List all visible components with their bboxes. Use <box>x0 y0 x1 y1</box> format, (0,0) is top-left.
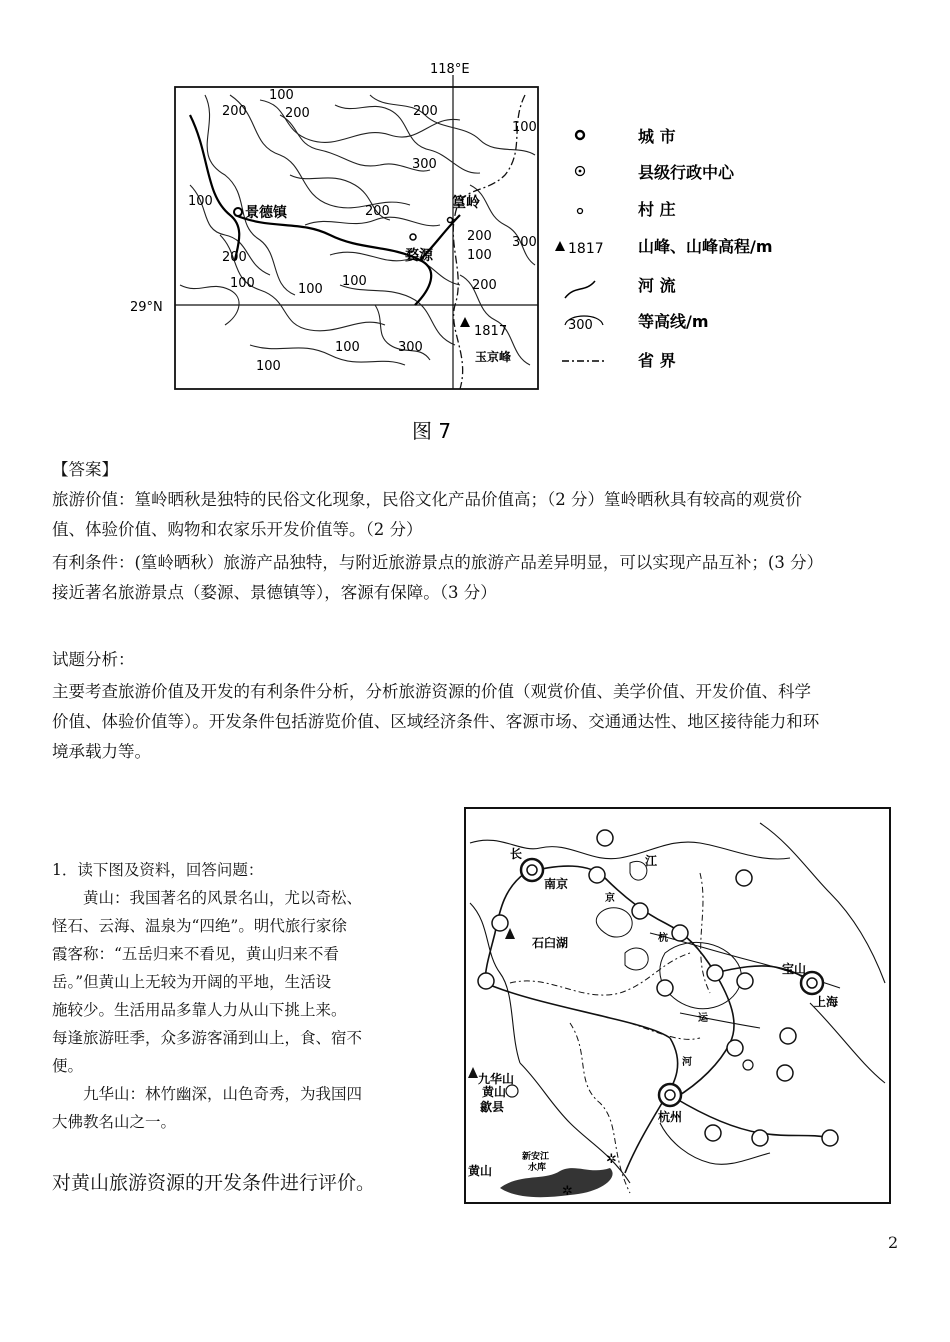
question-line1: 1．读下图及资料，回答问题： <box>52 861 264 879</box>
svg-text:水库: 水库 <box>528 1163 547 1173</box>
svg-text:200: 200 <box>413 104 438 119</box>
svg-text:黄山: 黄山 <box>482 1085 507 1099</box>
svg-text:200: 200 <box>222 250 247 265</box>
huangling-label: 篁岭 <box>452 195 480 211</box>
question-line4: 霞客称：“五岳归来不看见，黄山归来不看 <box>52 945 339 963</box>
huangling-marker <box>448 218 453 223</box>
map-legend <box>555 127 773 370</box>
svg-text:新安江: 新安江 <box>522 1152 550 1162</box>
jingdezhen-label: 景德镇 <box>245 205 287 221</box>
scenic-icon <box>743 1060 753 1070</box>
lat-label: 29°N <box>130 300 163 315</box>
wuyuan-label: 婺源 <box>405 248 433 264</box>
svg-text:县级行政中心: 县级行政中心 <box>638 163 735 182</box>
wuyuan-marker <box>410 234 416 240</box>
svg-text:300: 300 <box>512 235 537 250</box>
question-line7: 每逢旅游旺季，众多游客涌到山上，食、宿不 <box>52 1029 363 1047</box>
mountain-icon-1 <box>505 928 515 939</box>
map-figure-7 <box>130 55 780 450</box>
small-lake <box>625 948 648 970</box>
svg-text:100: 100 <box>188 194 213 209</box>
answer-p1-line1: 旅游价值：篁岭晒秋是独特的民俗文化现象，民俗文化产品价值高；（2 分）篁岭晒秋具有较高的观赏价 <box>52 490 802 509</box>
sun-icon-1: ✲ <box>606 1152 617 1167</box>
question-prompt: 对黄山旅游资源的开发条件进行评价。 <box>52 1172 376 1194</box>
peak-legend-icon <box>555 241 565 251</box>
xinanjiang-reservoir <box>500 1168 613 1197</box>
river-legend-icon <box>565 281 595 298</box>
analysis-line2: 价值、体验价值等）。开发条件包括游览价值、区域经济条件、客源市场、交通通达性、地区接待能力和环 <box>52 712 820 731</box>
svg-text:河: 河 <box>682 1057 692 1068</box>
svg-text:200: 200 <box>285 106 310 121</box>
answer-heading: 【答案】 <box>52 460 118 479</box>
svg-text:石臼湖: 石臼湖 <box>532 936 569 950</box>
svg-text:上海: 上海 <box>814 995 839 1009</box>
svg-text:城 市: 城 市 <box>638 127 676 146</box>
page-number: 2 <box>888 1233 899 1252</box>
city-icon <box>576 131 584 139</box>
svg-text:100: 100 <box>256 359 281 374</box>
svg-text:运: 运 <box>698 1013 708 1024</box>
answer-paragraph-2 <box>52 548 912 608</box>
question-line9: 九华山：林竹幽深，山色奇秀，为我国四 <box>52 1085 363 1103</box>
svg-text:杭: 杭 <box>658 933 668 944</box>
svg-text:300: 300 <box>412 157 437 172</box>
analysis-line3: 境承载力等。 <box>52 742 151 761</box>
question-line5: 岳。”但黄山上无较为开阔的平地，生活设 <box>52 973 332 991</box>
map2-railways <box>485 866 830 1173</box>
peak-triangle-icon <box>460 317 470 327</box>
map2-borders <box>510 873 710 1193</box>
lon-label: 118°E <box>430 62 470 77</box>
svg-text:长: 长 <box>510 847 523 861</box>
svg-text:1817: 1817 <box>568 241 604 257</box>
svg-text:100: 100 <box>342 274 367 289</box>
village-icon <box>578 209 583 214</box>
answer-p2-line1: 有利条件：(篁岭晒秋）旅游产品独特，与附近旅游景点的旅游产品差异明显，可以实现产品互补；(3 分） <box>52 553 824 572</box>
svg-text:江: 江 <box>645 854 658 868</box>
svg-text:100: 100 <box>512 120 537 135</box>
shijiuhu-lake <box>596 908 632 937</box>
svg-text:200: 200 <box>472 278 497 293</box>
svg-text:100: 100 <box>335 340 360 355</box>
svg-text:南京: 南京 <box>544 877 569 891</box>
svg-text:300: 300 <box>398 340 423 355</box>
svg-text:九华山: 九华山 <box>478 1072 515 1086</box>
svg-text:山峰、山峰高程/m: 山峰、山峰高程/m <box>638 237 773 256</box>
sun-icon-2: ✲ <box>562 1184 573 1199</box>
map2-labels <box>468 846 839 1178</box>
peak-value: 1817 <box>474 324 508 339</box>
svg-text:200: 200 <box>222 104 247 119</box>
question-line2: 黄山：我国著名的风景名山，尤以奇松、 <box>52 889 363 907</box>
svg-text:歙县: 歙县 <box>480 1100 505 1114</box>
analysis-heading: 试题分析： <box>52 650 135 669</box>
svg-text:100: 100 <box>269 88 294 103</box>
svg-text:黄山: 黄山 <box>468 1164 493 1178</box>
question-line6: 施较少。生活用品多靠人力从山下挑上来。 <box>52 1001 347 1019</box>
jingdezhen-marker <box>234 208 242 216</box>
svg-text:村 庄: 村 庄 <box>638 200 676 219</box>
figure-caption: 图 7 <box>412 419 452 443</box>
svg-text:河 流: 河 流 <box>638 276 676 295</box>
analysis-body <box>52 677 912 767</box>
svg-text:等高线/m: 等高线/m <box>638 312 709 331</box>
answer-p1-line2: 值、体验价值、购物和农家乐开发价值等。（2 分） <box>52 520 423 539</box>
svg-text:100: 100 <box>230 276 255 291</box>
svg-text:100: 100 <box>298 282 323 297</box>
answer-p2-line2: 接近著名旅游景点（婺源、景德镇等），客源有保障。（3 分） <box>52 583 497 602</box>
yujingfeng-label: 玉京峰 <box>475 350 512 364</box>
svg-text:100: 100 <box>467 248 492 263</box>
svg-text:杭州: 杭州 <box>658 1110 683 1124</box>
analysis-line1: 主要考查旅游价值及开发的有利条件分析，分析旅游资源的价值（观赏价值、美学价值、开发价值、科学 <box>52 682 811 701</box>
question-line10: 大佛教名山之一。 <box>52 1113 177 1131</box>
question-line8: 便。 <box>52 1057 84 1075</box>
answer-paragraph-1 <box>52 485 912 545</box>
svg-text:200: 200 <box>365 204 390 219</box>
svg-text:300: 300 <box>568 318 593 333</box>
svg-text:京: 京 <box>605 893 615 904</box>
question-line3: 怪石、云海、温泉为“四绝”。明代旅行家徐 <box>52 917 347 935</box>
svg-text:200: 200 <box>467 229 492 244</box>
svg-text:宝山: 宝山 <box>782 962 807 976</box>
question-text <box>52 856 362 1136</box>
shexian-icon <box>506 1085 518 1097</box>
jiuhuashan-icon <box>468 1067 478 1078</box>
map-huangshan-region <box>460 803 895 1208</box>
svg-text:省 界: 省 界 <box>638 351 676 370</box>
